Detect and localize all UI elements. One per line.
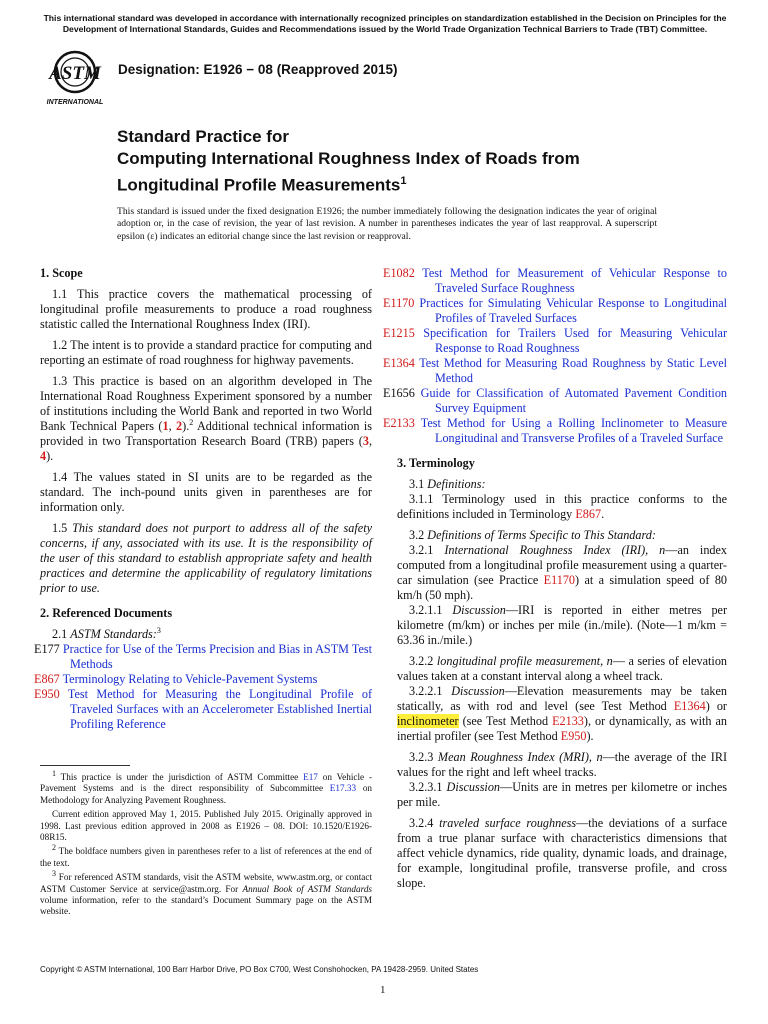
issue-note: This standard is issued under the fixed designation E1926; the number immediately following the designation indicates the year of original adoption or, in the case of revision, the year of last revision. A number in parentheses indicates the year of last reapproval. A superscript epsilon (ε) indicates an editorial change since the last revision or reapproval.	[117, 206, 657, 242]
footnote-1-edition: Current edition approved May 1, 2015. Published July 2015. Originally approved in 1998. Last previous edition approved in 2008 as E1926 – 08. DOI: 10.1520/E1926-08R15.	[40, 809, 372, 843]
section-heading-terminology: 3. Terminology	[397, 456, 475, 470]
reference-code: E177	[34, 642, 60, 656]
scope-1-4: 1.4 The values stated in SI units are to be regarded as the standard. The inch-pound units given in parentheses are for information only.	[40, 470, 372, 514]
reference-item	[34, 672, 372, 687]
ref-link-4[interactable]: 4	[40, 449, 47, 463]
term-3-2-3: 3.2.3 Mean Roughness Index (MRI), n—the average of the IRI values for the right and left wheel tracks.	[397, 750, 728, 779]
section-heading-references: 2. Referenced Documents	[40, 606, 173, 620]
ref-link-3[interactable]: 3	[362, 434, 369, 448]
reference-title-link[interactable]: Terminology Relating to Vehicle-Pavement Systems	[62, 672, 318, 686]
scope-1-5: 1.5 This standard does not purport to address all of the safety concerns, if any, associated with its use. It is the responsibility of the user of this standard to establish appropriate safety and health practices and determine the applicability of regulatory limitations prior to use.	[40, 521, 372, 595]
link-e950[interactable]: E950	[560, 729, 587, 743]
committee-link-e17[interactable]: E17	[303, 772, 318, 782]
reference-title-link[interactable]: Test Method for Using a Rolling Inclinometer to Measure Longitudinal and Transverse Profiles of a Traveled Surface	[420, 416, 728, 445]
copyright-line: Copyright © ASTM International, 100 Barr Harbor Drive, PO Box C700, West Conshohocken, PA 19428-2959. United States	[40, 965, 479, 974]
footnote-3: $^3$ For referenced ASTM standards, visit the ASTM website, www.astm.org, or contact ASTM Customer Service at service@astm.org. For Annual Book of ASTM Standards volume information, refer to the standard’s Document Summary page on the ASTM website.	[40, 869, 372, 917]
left-column	[34, 266, 373, 732]
reference-title-link[interactable]: Specification for Trailers Used for Measuring Vehicular Response to Road Roughness	[423, 326, 728, 355]
title-line-1: Standard Practice for	[117, 127, 289, 146]
title-line-2: Computing International Roughness Index of Roads from	[117, 149, 580, 168]
link-e867[interactable]: E867	[575, 507, 602, 521]
reference-list-right	[383, 266, 728, 446]
reference-title-link[interactable]: Test Method for Measurement of Vehicular Response to Traveled Surface Roughness	[422, 266, 727, 295]
subcommittee-link-e17-33[interactable]: E17.33	[329, 783, 357, 794]
reference-code[interactable]: E2133	[383, 416, 415, 430]
reference-item	[383, 356, 727, 386]
reference-item	[34, 642, 373, 672]
reference-item	[34, 687, 372, 732]
ref-link-1[interactable]: 1	[162, 419, 169, 433]
scope-1-3: 1.3 This practice is based on an algorithm developed in The International Road Roughness Experiment sponsored by a number of institutions including the World Bank and reported in two World Bank Technical Papers (1, 2).$^2$ Additional technical information is provided in two Transportation Research Board (TRB) papers (3, 4).	[40, 374, 373, 463]
link-e1170[interactable]: E1170	[543, 573, 576, 587]
logo-text: ASTM	[49, 63, 101, 84]
reference-code[interactable]: E867	[34, 672, 60, 686]
reference-title-link[interactable]: Practices for Simulating Vehicular Response to Longitudinal Profiles of Traveled Surfaces	[419, 296, 727, 325]
reference-code[interactable]: E950	[34, 687, 60, 701]
right-column	[383, 266, 728, 897]
reference-code[interactable]: E1215	[383, 326, 415, 340]
page-number: 1	[380, 984, 386, 996]
link-e1364[interactable]: E1364	[673, 699, 706, 713]
ref-link-2[interactable]: 2	[176, 419, 183, 433]
term-3-2-3-1: 3.2.3.1 Discussion—Units are in metres per kilometre or inches per mile.	[397, 780, 727, 809]
logo-subtext: INTERNATIONAL	[46, 99, 104, 106]
footnote-divider	[40, 765, 130, 766]
astm-logo	[40, 48, 110, 108]
term-3-1-1: 3.1.1 Terminology used in this practice conforms to the definitions included in Terminology E867.	[397, 492, 727, 521]
term-3-2-1: 3.2.1 International Roughness Index (IRI), n—an index computed from a longitudinal profile measurement using a quarter-car simulation (see Practice E1170) at a simulation speed of 80 km/h (50 mph).	[397, 543, 728, 602]
scope-1-1: 1.1 This practice covers the mathematical processing of longitudinal profile measurements to produce a road roughness statistic called the International Roughness Index (IRI).	[40, 287, 372, 331]
footnote-1: $^1$ This practice is under the jurisdiction of ASTM Committee E17 on Vehicle - Pavement Systems and is the direct responsibility of Subcommittee E17.33 on Methodology for Analyzing Pavement Roughness.	[40, 768, 373, 805]
link-e2133[interactable]: E2133	[552, 714, 584, 728]
reference-code[interactable]: E1082	[383, 266, 415, 280]
term-3-2-2-1: 3.2.2.1 Discussion—Elevation measurements may be taken statically, as with rod and level (see Test Method E1364) or inclinometer (see Test Method E2133), or dynamically, as with an inertial profiler (see Test Method E950).	[397, 684, 728, 743]
footnote-mark-2: 2	[189, 417, 194, 427]
reference-item	[383, 296, 727, 326]
term-3-2-4: 3.2.4 traveled surface roughness—the deviations of a surface from a true planar surface with characteristics dimensions that affect vehicle dynamics, ride quality, dynamic loads, and drainage, for example, longitudinal profile, transverse profile, and cross slope.	[397, 816, 728, 890]
reference-title-link[interactable]: Test Method for Measuring the Longitudinal Profile of Traveled Surfaces with an Accelerometer Established Inertial Profiling Reference	[67, 687, 372, 731]
reference-title-link[interactable]: Guide for Classification of Automated Pavement Condition Survey Equipment	[420, 386, 728, 415]
title-footnote-mark: 1	[400, 175, 407, 187]
astm-standards-subheading: 2.1 ASTM Standards:$^3$	[52, 625, 161, 641]
reference-code[interactable]: E1170	[383, 296, 415, 310]
reference-item	[383, 266, 727, 296]
reference-code: E1656	[383, 386, 415, 400]
term-3-1: 3.1 Definitions:	[409, 477, 486, 491]
reference-code[interactable]: E1364	[383, 356, 415, 370]
reference-item	[383, 416, 728, 446]
document-title	[117, 126, 717, 197]
astm-logo-icon	[40, 48, 110, 108]
term-3-2-1-1: 3.2.1.1 Discussion—IRI is reported in either metres per kilometre (m/km) or inches per mile (in./mile). (Note—1 m/km = 63.36 in./mile.)	[397, 603, 728, 647]
reference-title-link[interactable]: Practice for Use of the Terms Precision and Bias in ASTM Test Methods	[62, 642, 373, 671]
tbt-notice: This international standard was developed in accordance with internationally recognized principles on standardization established in the Decision on Principles for the Development of International Standards, Guides and Recommendations issued by the World Trade Organization Technical Barriers to Trade (TBT) Committee.	[43, 13, 727, 34]
section-heading-scope: 1. Scope	[40, 266, 83, 280]
footnote-2: $^2$ The boldface numbers given in parentheses refer to a list of references at the end of the text.	[40, 843, 372, 868]
term-3-2: 3.2 Definitions of Terms Specific to This Standard:	[409, 528, 656, 542]
title-line-3: Longitudinal Profile Measurements$^1$	[117, 175, 407, 195]
reference-list-left	[34, 642, 373, 732]
reference-title-link[interactable]: Test Method for Measuring Road Roughness by Static Level Method	[419, 356, 727, 385]
reference-item	[383, 386, 728, 416]
scope-1-2: 1.2 The intent is to provide a standard practice for computing and reporting an estimate of road roughness for highway pavements.	[40, 338, 372, 367]
reference-item	[383, 326, 728, 356]
footnotes	[40, 765, 372, 921]
term-3-2-2: 3.2.2 longitudinal profile measurement, n— a series of elevation values taken at a constant interval along a wheel track.	[397, 654, 728, 683]
highlighted-term-inclinometer: inclinometer	[397, 714, 459, 728]
designation: Designation: E1926 − 08 (Reapproved 2015)	[118, 62, 398, 77]
